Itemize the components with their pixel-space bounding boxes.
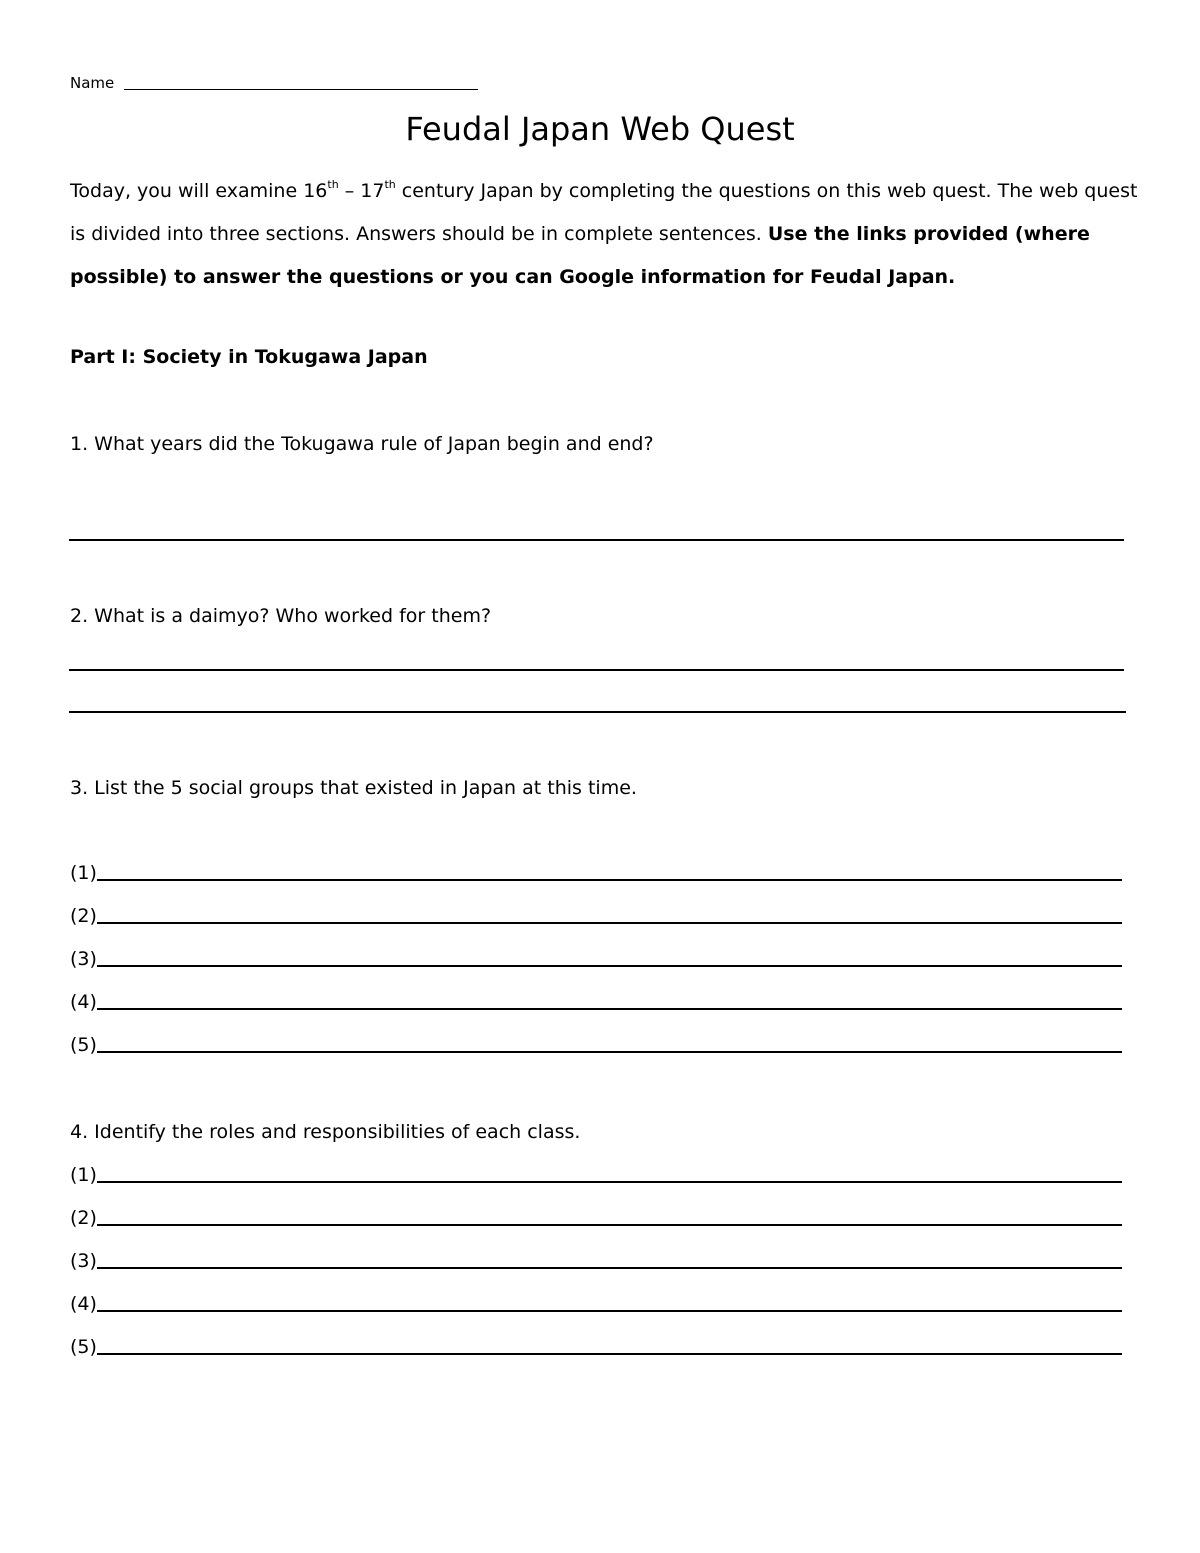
- intro-bold-instruction: Use the links provided (where possible) to answer the questions or you can Google information for Feudal Japan.: [70, 223, 1090, 288]
- intro-text-1: Today, you will examine 16: [70, 180, 328, 202]
- answer-line-q2-2[interactable]: [69, 711, 1126, 713]
- answer-line[interactable]: [97, 1051, 1122, 1053]
- answer-line[interactable]: [97, 1008, 1122, 1010]
- answer-line[interactable]: [97, 965, 1122, 967]
- list-number: (2): [70, 1207, 97, 1229]
- intro-sup-2: th: [384, 177, 396, 191]
- page-title: Feudal Japan Web Quest: [405, 110, 795, 148]
- intro-paragraph: [70, 170, 1150, 299]
- list-number: (4): [70, 991, 97, 1013]
- list-number: (5): [70, 1336, 97, 1358]
- intro-text-2: – 17: [338, 180, 385, 202]
- answer-line-q1[interactable]: [69, 539, 1124, 541]
- answer-line[interactable]: [97, 1224, 1122, 1226]
- question-4: 4. Identify the roles and responsibilities of each class.: [70, 1121, 581, 1143]
- list-number: (4): [70, 1293, 97, 1315]
- question-3: 3. List the 5 social groups that existed in Japan at this time.: [70, 777, 637, 799]
- answer-line-q2-1[interactable]: [69, 669, 1124, 671]
- list-number: (2): [70, 905, 97, 927]
- list-number: (1): [70, 862, 97, 884]
- answer-line[interactable]: [97, 922, 1122, 924]
- name-label: Name: [70, 74, 115, 92]
- q3-list-item[interactable]: [70, 991, 1122, 1013]
- q4-list-item[interactable]: [70, 1336, 1122, 1358]
- intro-text-3: century Japan by completing the questions on this web quest. The web quest is divided into three sections. Answers should be in complete sentences.: [70, 180, 1138, 245]
- q4-list-item[interactable]: [70, 1250, 1122, 1272]
- q3-list-item[interactable]: [70, 1034, 1122, 1056]
- list-number: (3): [70, 948, 97, 970]
- name-field-row: [70, 74, 478, 92]
- q3-list-item[interactable]: [70, 905, 1122, 927]
- list-number: (3): [70, 1250, 97, 1272]
- question-1: 1. What years did the Tokugawa rule of Japan begin and end?: [70, 433, 654, 455]
- question-2: 2. What is a daimyo? Who worked for them?: [70, 605, 492, 627]
- answer-line[interactable]: [97, 1310, 1122, 1312]
- list-number: (5): [70, 1034, 97, 1056]
- q3-list-item[interactable]: [70, 948, 1122, 970]
- answer-line[interactable]: [97, 1181, 1122, 1183]
- answer-line[interactable]: [97, 1353, 1122, 1355]
- part-heading: Part I: Society in Tokugawa Japan: [70, 346, 428, 368]
- answer-line[interactable]: [97, 1267, 1122, 1269]
- q4-list-item[interactable]: [70, 1293, 1122, 1315]
- intro-sup-1: th: [327, 177, 339, 191]
- q4-list-item[interactable]: [70, 1164, 1122, 1186]
- answer-line[interactable]: [97, 879, 1122, 881]
- list-number: (1): [70, 1164, 97, 1186]
- name-blank-line[interactable]: [124, 89, 478, 90]
- q4-list-item[interactable]: [70, 1207, 1122, 1229]
- q3-list-item[interactable]: [70, 862, 1122, 884]
